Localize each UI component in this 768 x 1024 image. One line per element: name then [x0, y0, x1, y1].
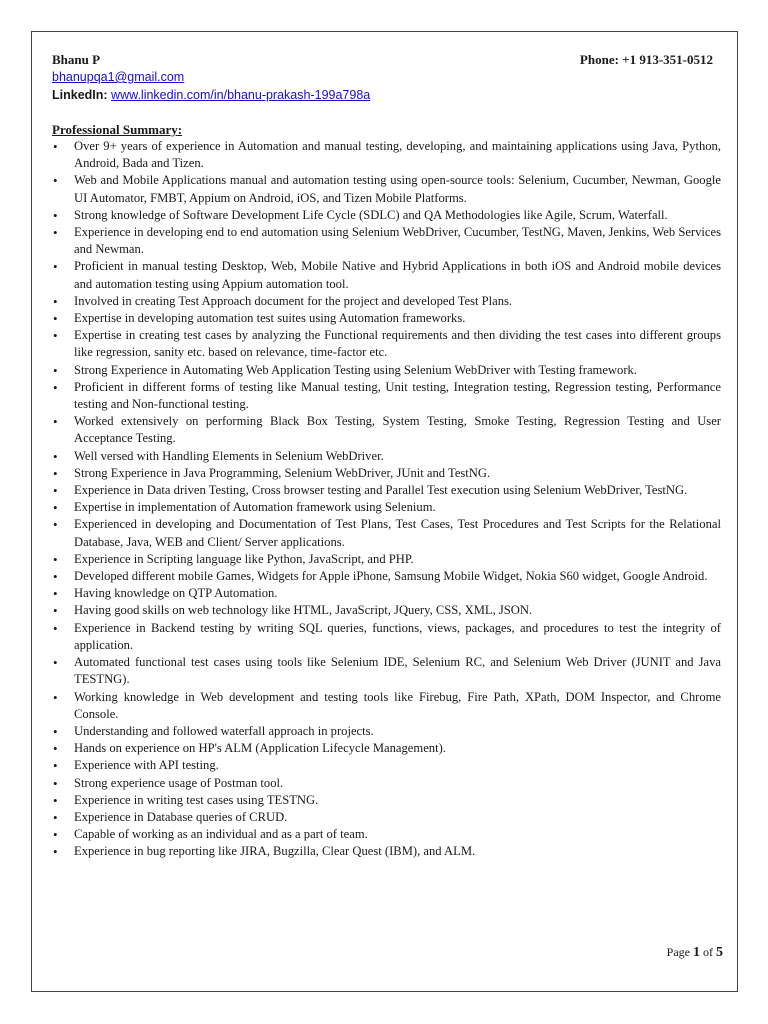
summary-list-item: • Involved in creating Test Approach document for the project and developed Test Plans. — [52, 293, 721, 310]
summary-list-item: • Well versed with Handling Elements in Selenium WebDriver. — [52, 448, 721, 465]
summary-list-item: • Web and Mobile Applications manual and automation testing using open-source tools: Selenium, Cucumber, Newman, Google UI Automator, FMBT, Appium on Android, iOS, and Tizen Mobile Platforms. — [52, 172, 721, 206]
phone-number: Phone: +1 913-351-0512 — [579, 52, 713, 67]
summary-list-item: • Working knowledge in Web development and testing tools like Firebug, Fire Path, XPath, DOM Inspector, and Chrome Console. — [52, 689, 721, 723]
summary-list-item: • Developed different mobile Games, Widgets for Apple iPhone, Samsung Mobile Widget, Nokia S60 widget, Google Android. — [52, 568, 721, 585]
linkedin-line — [52, 88, 370, 102]
summary-list-item: • Strong Experience in Java Programming, Selenium WebDriver, JUnit and TestNG. — [52, 465, 721, 482]
candidate-name: Bhanu P — [52, 52, 101, 67]
summary-list-item: • Expertise in creating test cases by analyzing the Functional requirements and then dividing the test cases into different groups like regression, sanity etc. based on relevance, time-factor etc. — [52, 327, 721, 361]
summary-list-item: • Experience in Data driven Testing, Cross browser testing and Parallel Test execution using Selenium WebDriver, TestNG. — [52, 482, 721, 499]
summary-list-item: • Automated functional test cases using tools like Selenium IDE, Selenium RC, and Selenium Web Driver (JUNIT and Java TESTNG). — [52, 654, 721, 688]
page-footer — [667, 945, 723, 961]
page-current: 1 — [693, 945, 700, 960]
summary-list-item: • Strong experience usage of Postman tool. — [52, 775, 721, 792]
resume-page — [31, 31, 738, 992]
summary-list-item: • Over 9+ years of experience in Automation and manual testing, developing, and maintaining applications using Java, Python, Android, Bada and Tizen. — [52, 138, 721, 172]
section-title-professional-summary: Professional Summary: — [52, 122, 183, 137]
summary-list-item: • Experience in writing test cases using TESTNG. — [52, 792, 721, 809]
summary-list-item: • Experience in Scripting language like Python, JavaScript, and PHP. — [52, 551, 721, 568]
summary-list — [52, 138, 721, 861]
page-label: Page — [666, 945, 690, 959]
summary-list-item: • Hands on experience on HP's ALM (Application Lifecycle Management). — [52, 740, 721, 757]
summary-list-item: • Having knowledge on QTP Automation. — [52, 585, 721, 602]
summary-list-item: • Understanding and followed waterfall approach in projects. — [52, 723, 721, 740]
summary-list-item: • Experienced in developing and Documentation of Test Plans, Test Cases, Test Procedures and Test Scripts for the Relational Database, Java, WEB and Client/ Server applications. — [52, 516, 721, 550]
summary-list-item: • Strong knowledge of Software Development Life Cycle (SDLC) and QA Methodologies like Agile, Scrum, Waterfall. — [52, 207, 721, 224]
summary-list-item: • Having good skills on web technology like HTML, JavaScript, JQuery, CSS, XML, JSON. — [52, 602, 721, 619]
summary-list-item: • Expertise in developing automation test suites using Automation frameworks. — [52, 310, 721, 327]
summary-list-item: • Strong Experience in Automating Web Application Testing using Selenium WebDriver with Testing framework. — [52, 362, 721, 379]
summary-list-item: • Experience with API testing. — [52, 757, 721, 774]
summary-list-item: • Expertise in implementation of Automation framework using Selenium. — [52, 499, 721, 516]
summary-list-item: • Experience in developing end to end automation using Selenium WebDriver, Cucumber, TestNG, Maven, Jenkins, Web Services and Newman. — [52, 224, 721, 258]
linkedin-link[interactable]: www.linkedin.com/in/bhanu-prakash-199a798a — [111, 88, 371, 102]
email-link[interactable]: bhanupqa1@gmail.com — [52, 70, 185, 84]
page-of: of — [703, 945, 713, 959]
summary-list-item: • Experience in Backend testing by writing SQL queries, functions, views, packages, and procedures to test the integrity of application. — [52, 620, 721, 654]
page-total: 5 — [716, 945, 723, 960]
linkedin-label: LinkedIn: — [52, 88, 108, 102]
summary-list-item: • Proficient in different forms of testing like Manual testing, Unit testing, Integration testing, Regression testing, Performance testing and Non-functional testing. — [52, 379, 721, 413]
summary-list-item: • Worked extensively on performing Black Box Testing, System Testing, Smoke Testing, Regression Testing and User Acceptance Testing. — [52, 413, 721, 447]
summary-list-item: • Proficient in manual testing Desktop, Web, Mobile Native and Hybrid Applications in both iOS and Android mobile devices and automation testing using Appium automation tool. — [52, 258, 721, 292]
summary-list-item: • Experience in bug reporting like JIRA, Bugzilla, Clear Quest (IBM), and ALM. — [52, 843, 721, 860]
summary-list-item: • Capable of working as an individual and as a part of team. — [52, 826, 721, 843]
summary-list-item: • Experience in Database queries of CRUD. — [52, 809, 721, 826]
